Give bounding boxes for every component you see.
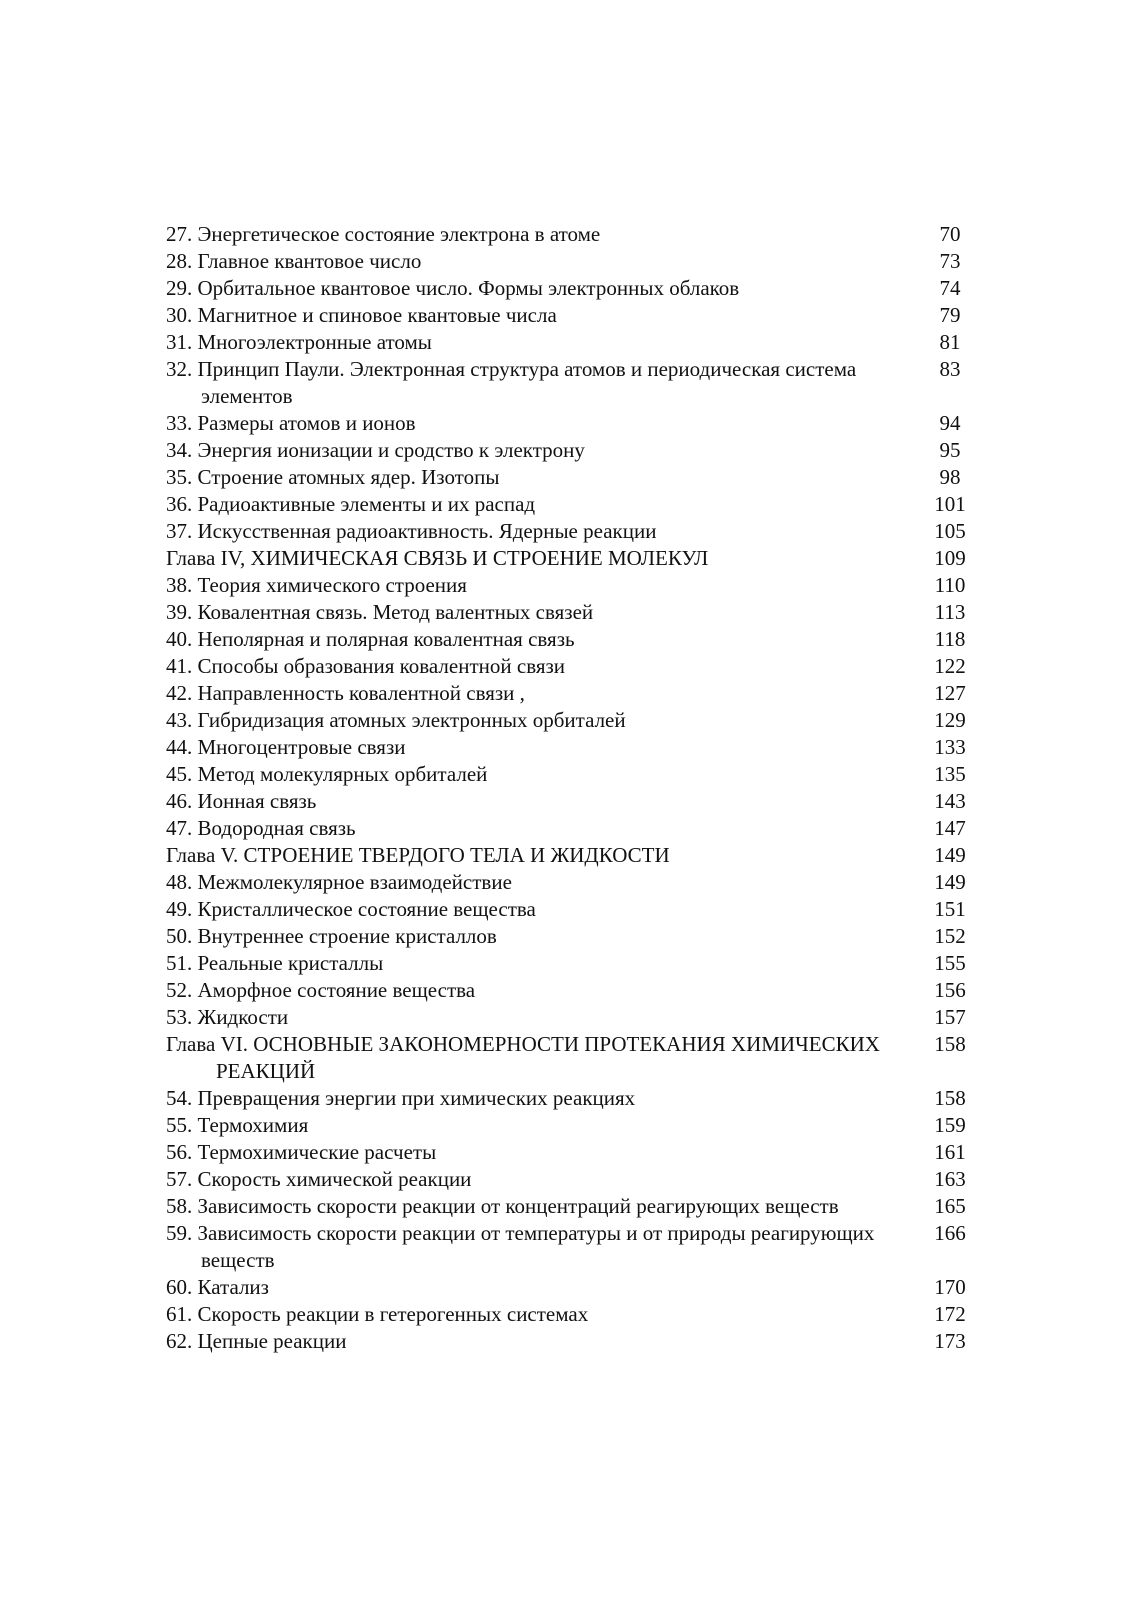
toc-entry-page: 109 — [934, 546, 966, 570]
table-of-contents — [166, 221, 980, 1355]
toc-entry-title: 28. Главное квантовое число — [166, 249, 422, 273]
toc-chapter-title: Глава IV, ХИМИЧЕСКАЯ СВЯЗЬ И СТРОЕНИЕ МОЛЕКУЛ — [166, 546, 709, 570]
toc-entry-page: 149 — [934, 843, 966, 867]
toc-entry — [166, 1112, 980, 1139]
toc-entry — [166, 707, 980, 734]
toc-entry — [166, 788, 980, 815]
toc-entry-page: 101 — [934, 492, 966, 516]
toc-entry-page: 70 — [939, 222, 961, 246]
toc-entry-page: 163 — [934, 1167, 966, 1191]
toc-entry-page: 105 — [934, 519, 966, 543]
toc-entry — [166, 950, 980, 977]
toc-entry-page: 172 — [934, 1302, 966, 1326]
toc-entry-title: 40. Неполярная и полярная ковалентная связь — [166, 627, 575, 651]
toc-entry-title: 46. Ионная связь — [166, 789, 317, 813]
toc-entry-page: 152 — [934, 924, 966, 948]
toc-entry — [166, 329, 980, 356]
toc-entry — [166, 923, 980, 950]
toc-entry-title: 37. Искусственная радиоактивность. Ядерные реакции — [166, 519, 657, 543]
toc-entry-title: 32. Принцип Паули. Электронная структура атомов и периодическая система элементов — [166, 357, 857, 408]
toc-entry — [166, 761, 980, 788]
toc-entry-page: 74 — [939, 276, 961, 300]
toc-entry — [166, 356, 980, 410]
toc-chapter-title: Глава V. СТРОЕНИЕ ТВЕРДОГО ТЕЛА И ЖИДКОСТИ — [166, 843, 670, 867]
toc-entry — [166, 1166, 980, 1193]
toc-entry — [166, 1328, 980, 1355]
toc-entry-page: 135 — [934, 762, 966, 786]
toc-entry-title: 36. Радиоактивные элементы и их распад — [166, 492, 536, 516]
toc-entry — [166, 491, 980, 518]
toc-entry-page: 73 — [939, 249, 961, 273]
toc-entry-page: 95 — [939, 438, 961, 462]
toc-entry-page: 156 — [934, 978, 966, 1002]
toc-entry — [166, 869, 980, 896]
toc-entry-page: 161 — [934, 1140, 966, 1164]
toc-entry — [166, 1274, 980, 1301]
toc-entry-title: 55. Термохимия — [166, 1113, 309, 1137]
toc-chapter-heading — [166, 1031, 980, 1085]
toc-entry — [166, 1301, 980, 1328]
toc-entry-title: 56. Термохимические расчеты — [166, 1140, 437, 1164]
toc-entry-title: 33. Размеры атомов и ионов — [166, 411, 416, 435]
toc-entry-page: 166 — [934, 1221, 966, 1245]
toc-entry-page: 149 — [934, 870, 966, 894]
toc-chapter-title: Глава VI. ОСНОВНЫЕ ЗАКОНОМЕРНОСТИ ПРОТЕКАНИЯ ХИМИЧЕСКИХ РЕАКЦИЙ — [166, 1032, 880, 1083]
toc-entry — [166, 653, 980, 680]
toc-entry — [166, 1139, 980, 1166]
toc-entry — [166, 410, 980, 437]
toc-entry-page: 155 — [934, 951, 966, 975]
toc-entry-page: 94 — [939, 411, 961, 435]
toc-entry-page: 147 — [934, 816, 966, 840]
toc-entry-page: 81 — [939, 330, 961, 354]
toc-entry-page: 173 — [934, 1329, 966, 1353]
toc-entry-title: 52. Аморфное состояние вещества — [166, 978, 476, 1002]
toc-entry-title: 60. Катализ — [166, 1275, 269, 1299]
toc-entry — [166, 464, 980, 491]
toc-entry-title: 27. Энергетическое состояние электрона в атоме — [166, 222, 601, 246]
toc-entry-title: 53. Жидкости — [166, 1005, 289, 1029]
toc-entry — [166, 302, 980, 329]
toc-entry-page: 165 — [934, 1194, 966, 1218]
toc-entry — [166, 815, 980, 842]
toc-entry — [166, 275, 980, 302]
toc-entry-title: 59. Зависимость скорости реакции от температуры и от природы реагирующих веществ — [166, 1221, 875, 1272]
toc-entry-title: 51. Реальные кристаллы — [166, 951, 384, 975]
toc-chapter-heading — [166, 545, 980, 572]
toc-entry-title: 34. Энергия ионизации и сродство к электрону — [166, 438, 585, 462]
toc-entry-page: 158 — [934, 1086, 966, 1110]
toc-entry — [166, 518, 980, 545]
toc-entry-title: 44. Многоцентровые связи — [166, 735, 406, 759]
toc-entry — [166, 248, 980, 275]
toc-entry — [166, 626, 980, 653]
toc-entry-page: 143 — [934, 789, 966, 813]
toc-entry-page: 127 — [934, 681, 966, 705]
toc-entry-title: 61. Скорость реакции в гетерогенных системах — [166, 1302, 589, 1326]
toc-entry-title: 41. Способы образования ковалентной связи — [166, 654, 566, 678]
toc-entry-title: 54. Превращения энергии при химических реакциях — [166, 1086, 636, 1110]
toc-entry-title: 35. Строение атомных ядер. Изотопы — [166, 465, 500, 489]
toc-entry-page: 110 — [934, 573, 966, 597]
toc-entry-title: 47. Водородная связь — [166, 816, 356, 840]
toc-entry-page: 133 — [934, 735, 966, 759]
toc-entry-title: 43. Гибридизация атомных электронных орбиталей — [166, 708, 626, 732]
toc-entry-page: 159 — [934, 1113, 966, 1137]
toc-entry-title: 38. Теория химического строения — [166, 573, 467, 597]
toc-entry-title: 42. Направленность ковалентной связи , — [166, 681, 525, 705]
toc-entry-title: 29. Орбитальное квантовое число. Формы электронных облаков — [166, 276, 740, 300]
toc-entry — [166, 599, 980, 626]
toc-entry-title: 58. Зависимость скорости реакции от концентраций реагирующих веществ — [166, 1194, 839, 1218]
toc-entry-page: 113 — [934, 600, 966, 624]
toc-entry-title: 45. Метод молекулярных орбиталей — [166, 762, 488, 786]
toc-entry — [166, 1220, 980, 1274]
toc-entry — [166, 1004, 980, 1031]
toc-entry-page: 157 — [934, 1005, 966, 1029]
toc-entry — [166, 734, 980, 761]
toc-entry — [166, 1085, 980, 1112]
toc-chapter-heading — [166, 842, 980, 869]
toc-entry-page: 98 — [939, 465, 961, 489]
toc-entry-page: 122 — [934, 654, 966, 678]
toc-entry-page: 151 — [934, 897, 966, 921]
toc-entry-title: 31. Многоэлектронные атомы — [166, 330, 432, 354]
toc-entry — [166, 1193, 980, 1220]
toc-entry — [166, 896, 980, 923]
toc-entry-page: 158 — [934, 1032, 966, 1056]
toc-entry-page: 118 — [934, 627, 966, 651]
toc-entry-title: 49. Кристаллическое состояние вещества — [166, 897, 536, 921]
toc-entry-title: 30. Магнитное и спиновое квантовые числа — [166, 303, 557, 327]
toc-entry — [166, 572, 980, 599]
toc-entry-title: 50. Внутреннее строение кристаллов — [166, 924, 497, 948]
toc-entry — [166, 221, 980, 248]
toc-entry-page: 83 — [939, 357, 961, 381]
toc-entry-page: 79 — [939, 303, 961, 327]
toc-entry — [166, 437, 980, 464]
toc-entry-title: 39. Ковалентная связь. Метод валентных связей — [166, 600, 594, 624]
toc-entry-title: 57. Скорость химической реакции — [166, 1167, 472, 1191]
toc-entry — [166, 680, 980, 707]
toc-entry — [166, 977, 980, 1004]
toc-entry-page: 129 — [934, 708, 966, 732]
toc-entry-title: 48. Межмолекулярное взаимодействие — [166, 870, 512, 894]
toc-entry-title: 62. Цепные реакции — [166, 1329, 347, 1353]
toc-entry-page: 170 — [934, 1275, 966, 1299]
